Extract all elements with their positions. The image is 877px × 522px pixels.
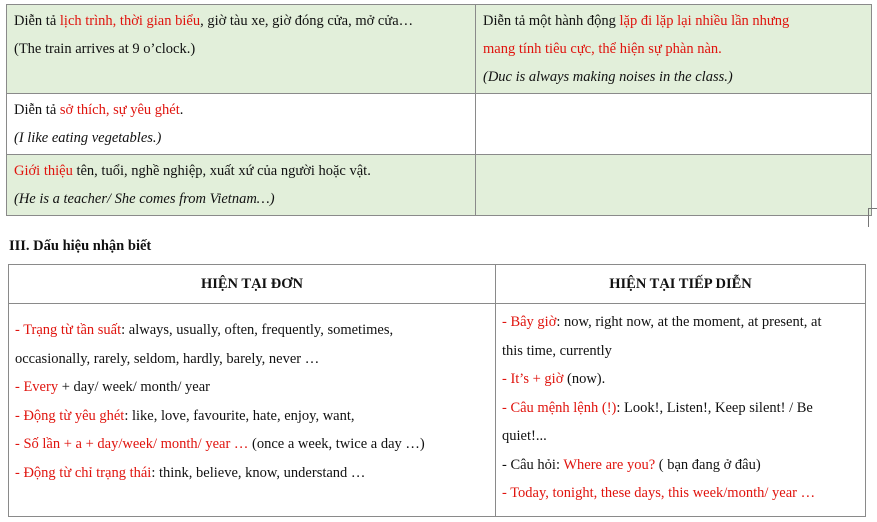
highlighted-text: sở thích, sự yêu ghét [59, 102, 180, 118]
usage-table [6, 4, 872, 216]
text-line [14, 157, 468, 185]
text-line [15, 373, 489, 402]
text-line [483, 7, 864, 35]
text-line [502, 308, 859, 337]
text-line [14, 7, 468, 35]
highlighted-text: - Động từ yêu ghét [15, 407, 125, 424]
text-segment: tên, tuổi, nghề nghiệp, xuất xứ của người hoặc vật. [72, 163, 371, 179]
text-segment: (He is a teacher/ She comes from Vietnam…) [14, 191, 275, 207]
text-segment: this time, currently [502, 342, 612, 359]
text-line [502, 479, 859, 508]
text-segment: Diễn tả [14, 13, 60, 29]
usage-cell [7, 155, 476, 216]
text-segment: + day/ week/ month/ year [58, 379, 211, 395]
text-segment: : think, believe, know, understand … [151, 464, 366, 481]
usage-row [7, 5, 872, 94]
highlighted-text: - Bây giờ [502, 314, 557, 330]
usage-cell [7, 5, 476, 94]
highlighted-text: Giới thiệu [14, 163, 73, 179]
text-line [15, 430, 489, 459]
text-line [14, 96, 468, 124]
text-segment: , giờ tàu xe, giờ đóng cửa, mở cửa… [200, 13, 414, 29]
text-line [502, 365, 859, 394]
text-segment: (now). [563, 371, 606, 387]
text-line [15, 459, 489, 488]
section-title: III. Dấu hiệu nhận biết [9, 238, 152, 254]
text-segment: (Duc is always making noises in the class.) [483, 69, 733, 85]
text-segment: - Câu hỏi: [502, 456, 564, 473]
text-line [14, 124, 468, 152]
text-segment: : like, love, favourite, hate, enjoy, want, [124, 407, 355, 424]
header-present-simple: HIỆN TẠI ĐƠN [9, 265, 496, 304]
text-line [502, 337, 859, 366]
text-segment: occasionally, rarely, seldom, hardly, barely, never … [15, 350, 320, 367]
text-segment: quiet!... [502, 428, 547, 444]
text-line [502, 394, 859, 423]
signs-header-row [9, 265, 866, 304]
text-segment: . [179, 102, 184, 118]
highlighted-text: - Động từ chỉ trạng thái [15, 464, 152, 481]
text-segment: : now, right now, at the moment, at present, at [556, 314, 822, 330]
text-line [15, 402, 489, 431]
text-segment: : always, usually, often, frequently, sometimes, [121, 322, 394, 338]
highlighted-text: - Every [15, 379, 59, 395]
highlighted-text: lặp đi lặp lại nhiều lần nhưng [619, 13, 790, 29]
usage-cell [476, 5, 872, 94]
highlighted-text: - Số lần + a + day/week/ month/ year … [15, 436, 249, 452]
text-line [15, 316, 489, 345]
signs-present-simple [9, 304, 496, 517]
highlighted-text: - Trạng từ tần suất [15, 322, 122, 338]
text-line [14, 185, 468, 213]
header-present-continuous: HIỆN TẠI TIẾP DIỄN [496, 265, 866, 304]
usage-row [7, 155, 872, 216]
text-line [502, 422, 859, 451]
usage-cell-empty [476, 94, 872, 155]
text-segment: (The train arrives at 9 o’clock.) [14, 41, 196, 57]
highlighted-text: - It’s + giờ [502, 371, 564, 387]
signs-body-row [9, 304, 866, 517]
usage-row [7, 94, 872, 155]
text-segment: ( bạn đang ở đâu) [655, 456, 761, 473]
text-line [483, 63, 864, 91]
highlighted-text: - Câu mệnh lệnh (!) [502, 399, 617, 416]
usage-cell [7, 94, 476, 155]
highlighted-text: Where are you? [563, 456, 656, 473]
text-line [14, 35, 468, 63]
highlighted-text: - Today, tonight, these days, this week/month/ year … [502, 485, 816, 501]
text-line [483, 35, 864, 63]
signs-present-continuous [496, 304, 866, 517]
text-segment: : Look!, Listen!, Keep silent! / Be [616, 399, 813, 416]
text-segment: (once a week, twice a day …) [248, 436, 425, 452]
signs-table [8, 264, 866, 517]
usage-cell-empty [476, 155, 872, 216]
text-line [15, 345, 489, 374]
text-segment: (I like eating vegetables.) [14, 130, 162, 146]
text-line [502, 451, 859, 480]
text-segment: Diễn tả một hành động [483, 13, 620, 29]
highlighted-text: lịch trình, thời gian biểu [59, 13, 201, 29]
text-segment: Diễn tả [14, 102, 60, 118]
highlighted-text: mang tính tiêu cực, thể hiện sự phàn nàn. [483, 41, 722, 57]
table-resize-handle[interactable] [868, 208, 877, 227]
